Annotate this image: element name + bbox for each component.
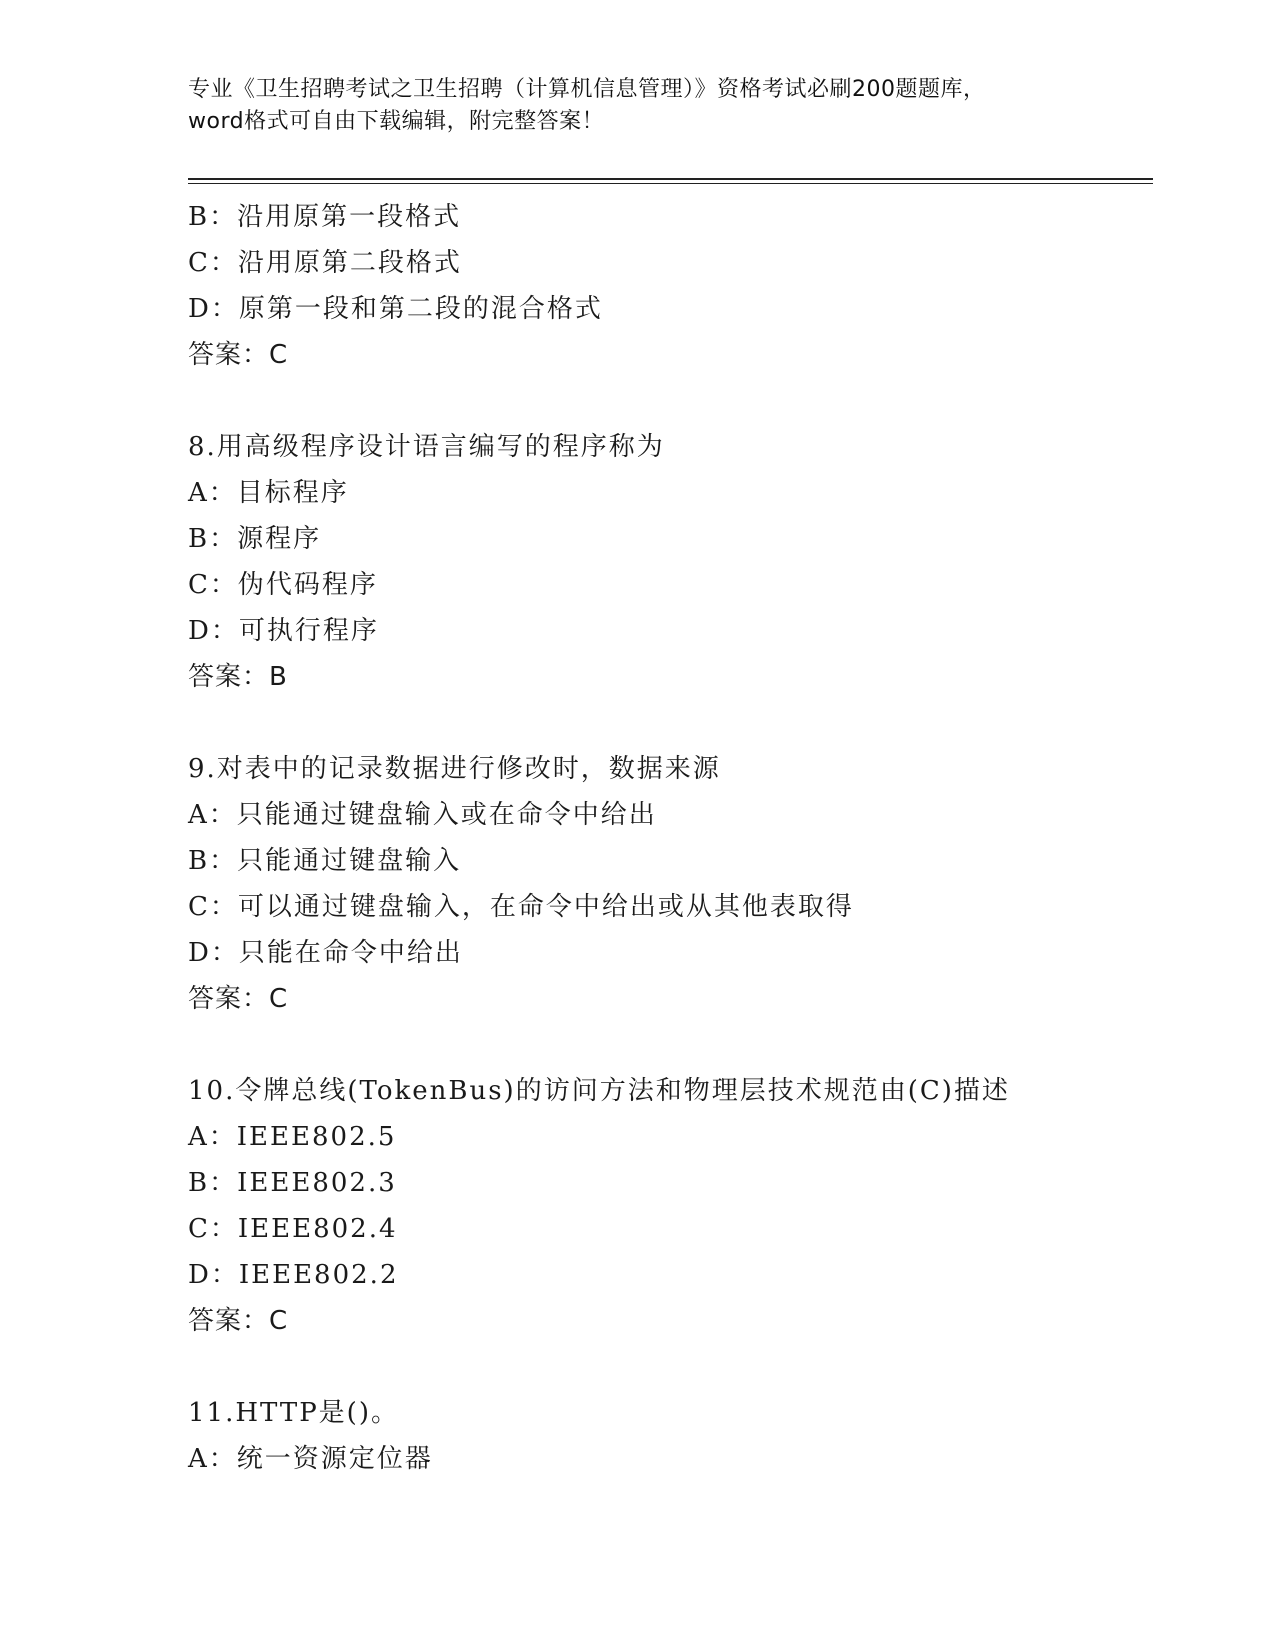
option-a: A：IEEE802.5	[188, 1122, 397, 1152]
option-c: C：可以通过键盘输入，在命令中给出或从其他表取得	[188, 892, 854, 922]
option-b: B：沿用原第一段格式	[188, 202, 462, 232]
question-list	[188, 194, 1148, 1482]
answer-line: 答案：B	[188, 662, 288, 692]
question-block-10	[188, 1068, 1148, 1344]
question-title: 11.HTTP是()。	[188, 1398, 399, 1428]
answer-line: 答案：C	[188, 340, 289, 370]
header-title-line: 专业《卫生招聘考试之卫生招聘（计算机信息管理）》资格考试必刷200题题库，	[188, 77, 986, 102]
document-header	[188, 74, 1088, 138]
option-c: C：沿用原第二段格式	[188, 248, 462, 278]
option-a: A：只能通过键盘输入或在命令中给出	[188, 800, 657, 830]
answer-line: 答案：C	[188, 984, 289, 1014]
spacer	[188, 700, 1148, 746]
question-block-8	[188, 424, 1148, 700]
option-d: D：原第一段和第二段的混合格式	[188, 294, 603, 324]
spacer	[188, 1022, 1148, 1068]
option-b: B：只能通过键盘输入	[188, 846, 462, 876]
option-b: B：源程序	[188, 524, 322, 554]
option-a: A：统一资源定位器	[188, 1444, 433, 1474]
option-b: B：IEEE802.3	[188, 1168, 397, 1198]
question-title: 9.对表中的记录数据进行修改时，数据来源	[188, 754, 721, 784]
question-block-continued	[188, 194, 1148, 378]
header-divider-thin	[188, 183, 1153, 184]
question-title: 10.令牌总线(TokenBus)的访问方法和物理层技术规范由(C)描述	[188, 1076, 1010, 1106]
option-c: C：伪代码程序	[188, 570, 378, 600]
option-a: A：目标程序	[188, 478, 349, 508]
answer-line: 答案：C	[188, 1306, 289, 1336]
header-divider-thick	[188, 178, 1153, 180]
option-c: C：IEEE802.4	[188, 1214, 398, 1244]
question-title: 8.用高级程序设计语言编写的程序称为	[188, 432, 665, 462]
option-d: D：可执行程序	[188, 616, 379, 646]
header-subtitle-line: word格式可自由下载编辑，附完整答案！	[188, 109, 605, 134]
question-block-9	[188, 746, 1148, 1022]
spacer	[188, 378, 1148, 424]
question-block-11	[188, 1390, 1148, 1482]
option-d: D：IEEE802.2	[188, 1260, 399, 1290]
option-d: D：只能在命令中给出	[188, 938, 463, 968]
spacer	[188, 1344, 1148, 1390]
